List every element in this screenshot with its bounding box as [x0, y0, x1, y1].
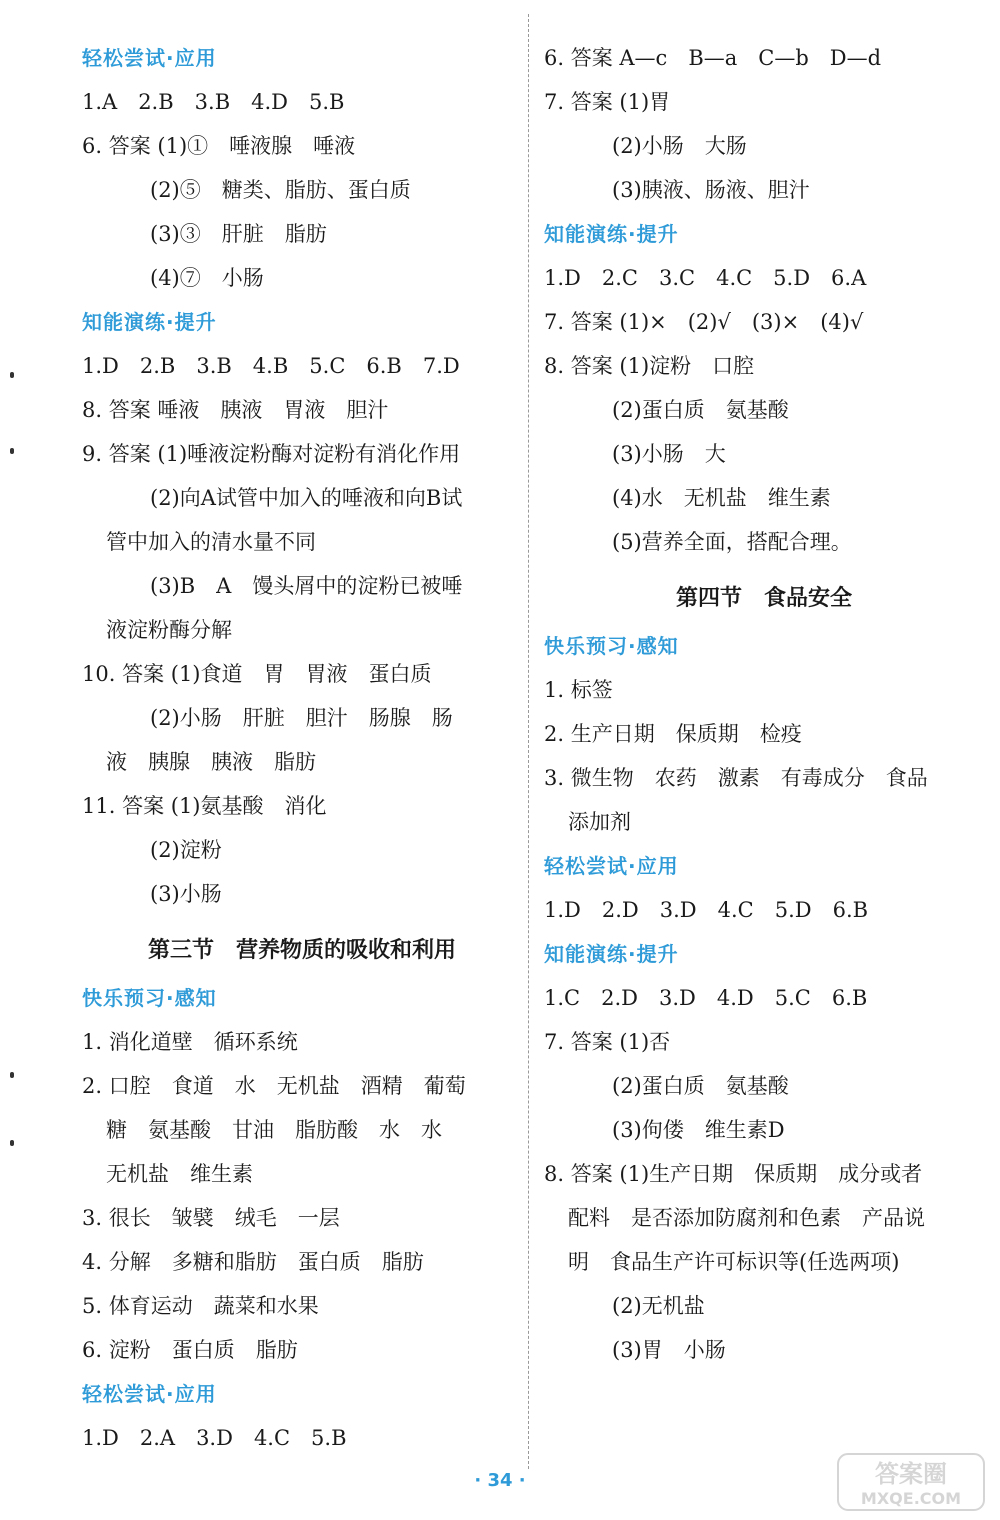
margin-mark	[10, 448, 14, 454]
svg-text:答案圈: 答案圈	[875, 1460, 947, 1488]
answer-line: 7. 答案 (1)× (2)√ (3)× (4)√	[544, 310, 864, 334]
watermark-logo	[836, 1452, 986, 1512]
answer-line: (2)无机盐	[612, 1294, 705, 1318]
answer-line: (2)淀粉	[150, 838, 222, 862]
answer-line: (3)胰液、肠液、胆汁	[612, 178, 810, 202]
answer-line: 6. 答案 (1)① 唾液腺 唾液	[82, 134, 356, 158]
answer-line: 管中加入的清水量不同	[106, 530, 316, 554]
answer-line: (2)蛋白质 氨基酸	[612, 1074, 789, 1098]
answer-line: 7. 答案 (1)胃	[544, 90, 671, 114]
answer-line: 3. 微生物 农药 激素 有毒成分 食品	[544, 766, 928, 790]
answer-line: 6. 答案 A—c B—a C—b D—d	[544, 46, 882, 70]
answer-line: 1.C 2.D 3.D 4.D 5.C 6.B	[544, 986, 868, 1010]
page-number: · 34 ·	[474, 1470, 526, 1491]
answer-line: (2)小肠 肝脏 胆汁 肠腺 肠	[150, 706, 453, 730]
answer-line: 无机盐 维生素	[106, 1162, 253, 1186]
answer-line: 明 食品生产许可标识等(任选两项)	[568, 1250, 900, 1274]
answer-line: 5. 体育运动 蔬菜和水果	[82, 1294, 319, 1318]
answer-line: 3. 很长 皱襞 绒毛 一层	[82, 1206, 340, 1230]
margin-mark	[10, 1072, 14, 1078]
answer-line: (4)⑦ 小肠	[150, 266, 264, 290]
answer-line: (3)胃 小肠	[612, 1338, 726, 1362]
answer-line: 1.D 2.D 3.D 4.C 5.D 6.B	[544, 898, 869, 922]
answer-line: (2)向A试管中加入的唾液和向B试	[150, 486, 463, 510]
answer-line: 7. 答案 (1)否	[544, 1030, 671, 1054]
section-heading: 轻松尝试·应用	[82, 1382, 217, 1406]
left-column	[82, 36, 522, 1460]
section-heading: 知能演练·提升	[544, 222, 679, 246]
right-column	[544, 36, 984, 1372]
answer-line: 糖 氨基酸 甘油 脂肪酸 水 水	[106, 1118, 442, 1142]
answer-line: 4. 分解 多糖和脂肪 蛋白质 脂肪	[82, 1250, 424, 1274]
answer-line: (5)营养全面，搭配合理。	[612, 530, 852, 554]
answer-line: 液淀粉酶分解	[106, 618, 232, 642]
column-divider	[528, 14, 529, 1469]
answer-line: 1. 消化道壁 循环系统	[82, 1030, 298, 1054]
answer-line: 1. 标签	[544, 678, 613, 702]
answer-line: 1.D 2.B 3.B 4.B 5.C 6.B 7.D	[82, 354, 460, 378]
page-number-value: 34	[487, 1470, 513, 1491]
section-heading: 轻松尝试·应用	[82, 46, 217, 70]
answer-line: 2. 口腔 食道 水 无机盐 酒精 葡萄	[82, 1074, 466, 1098]
answer-line: 9. 答案 (1)唾液淀粉酶对淀粉有消化作用	[82, 442, 461, 466]
answer-line: (2)蛋白质 氨基酸	[612, 398, 789, 422]
answer-line: (3)佝偻 维生素D	[612, 1118, 785, 1142]
answer-line: 添加剂	[568, 810, 631, 834]
section-heading: 快乐预习·感知	[82, 986, 217, 1010]
answer-line: 10. 答案 (1)食道 胃 胃液 蛋白质	[82, 662, 432, 686]
answer-line: (3)③ 肝脏 脂肪	[150, 222, 327, 246]
answer-line: 8. 答案 (1)生产日期 保质期 成分或者	[544, 1162, 923, 1186]
answer-line: 6. 淀粉 蛋白质 脂肪	[82, 1338, 298, 1362]
answer-line: (2)小肠 大肠	[612, 134, 747, 158]
answer-line: (3)B A 馒头屑中的淀粉已被唾	[150, 574, 463, 598]
chapter-title: 第四节 食品安全	[675, 586, 852, 611]
svg-text:MXQE.COM: MXQE.COM	[860, 1489, 962, 1508]
answer-line: (2)⑤ 糖类、脂肪、蛋白质	[150, 178, 411, 202]
answer-line: (4)水 无机盐 维生素	[612, 486, 831, 510]
answer-line: 11. 答案 (1)氨基酸 消化	[82, 794, 327, 818]
margin-mark	[10, 372, 14, 378]
section-heading: 轻松尝试·应用	[544, 854, 679, 878]
answer-line: (3)小肠	[150, 882, 222, 906]
section-heading: 知能演练·提升	[82, 310, 217, 334]
answer-line: 1.A 2.B 3.B 4.D 5.B	[82, 90, 345, 114]
margin-mark	[10, 1140, 14, 1146]
answer-line: 1.D 2.A 3.D 4.C 5.B	[82, 1426, 347, 1450]
answer-line: 1.D 2.C 3.C 4.C 5.D 6.A	[544, 266, 867, 290]
section-heading: 知能演练·提升	[544, 942, 679, 966]
answer-line: 液 胰腺 胰液 脂肪	[106, 750, 316, 774]
answer-line: (3)小肠 大	[612, 442, 726, 466]
chapter-title: 第三节 营养物质的吸收和利用	[147, 938, 456, 963]
answer-line: 配料 是否添加防腐剂和色素 产品说	[568, 1206, 925, 1230]
answer-line: 8. 答案 唾液 胰液 胃液 胆汁	[82, 398, 389, 422]
answer-line: 2. 生产日期 保质期 检疫	[544, 722, 802, 746]
section-heading: 快乐预习·感知	[544, 634, 679, 658]
answer-line: 8. 答案 (1)淀粉 口腔	[544, 354, 755, 378]
